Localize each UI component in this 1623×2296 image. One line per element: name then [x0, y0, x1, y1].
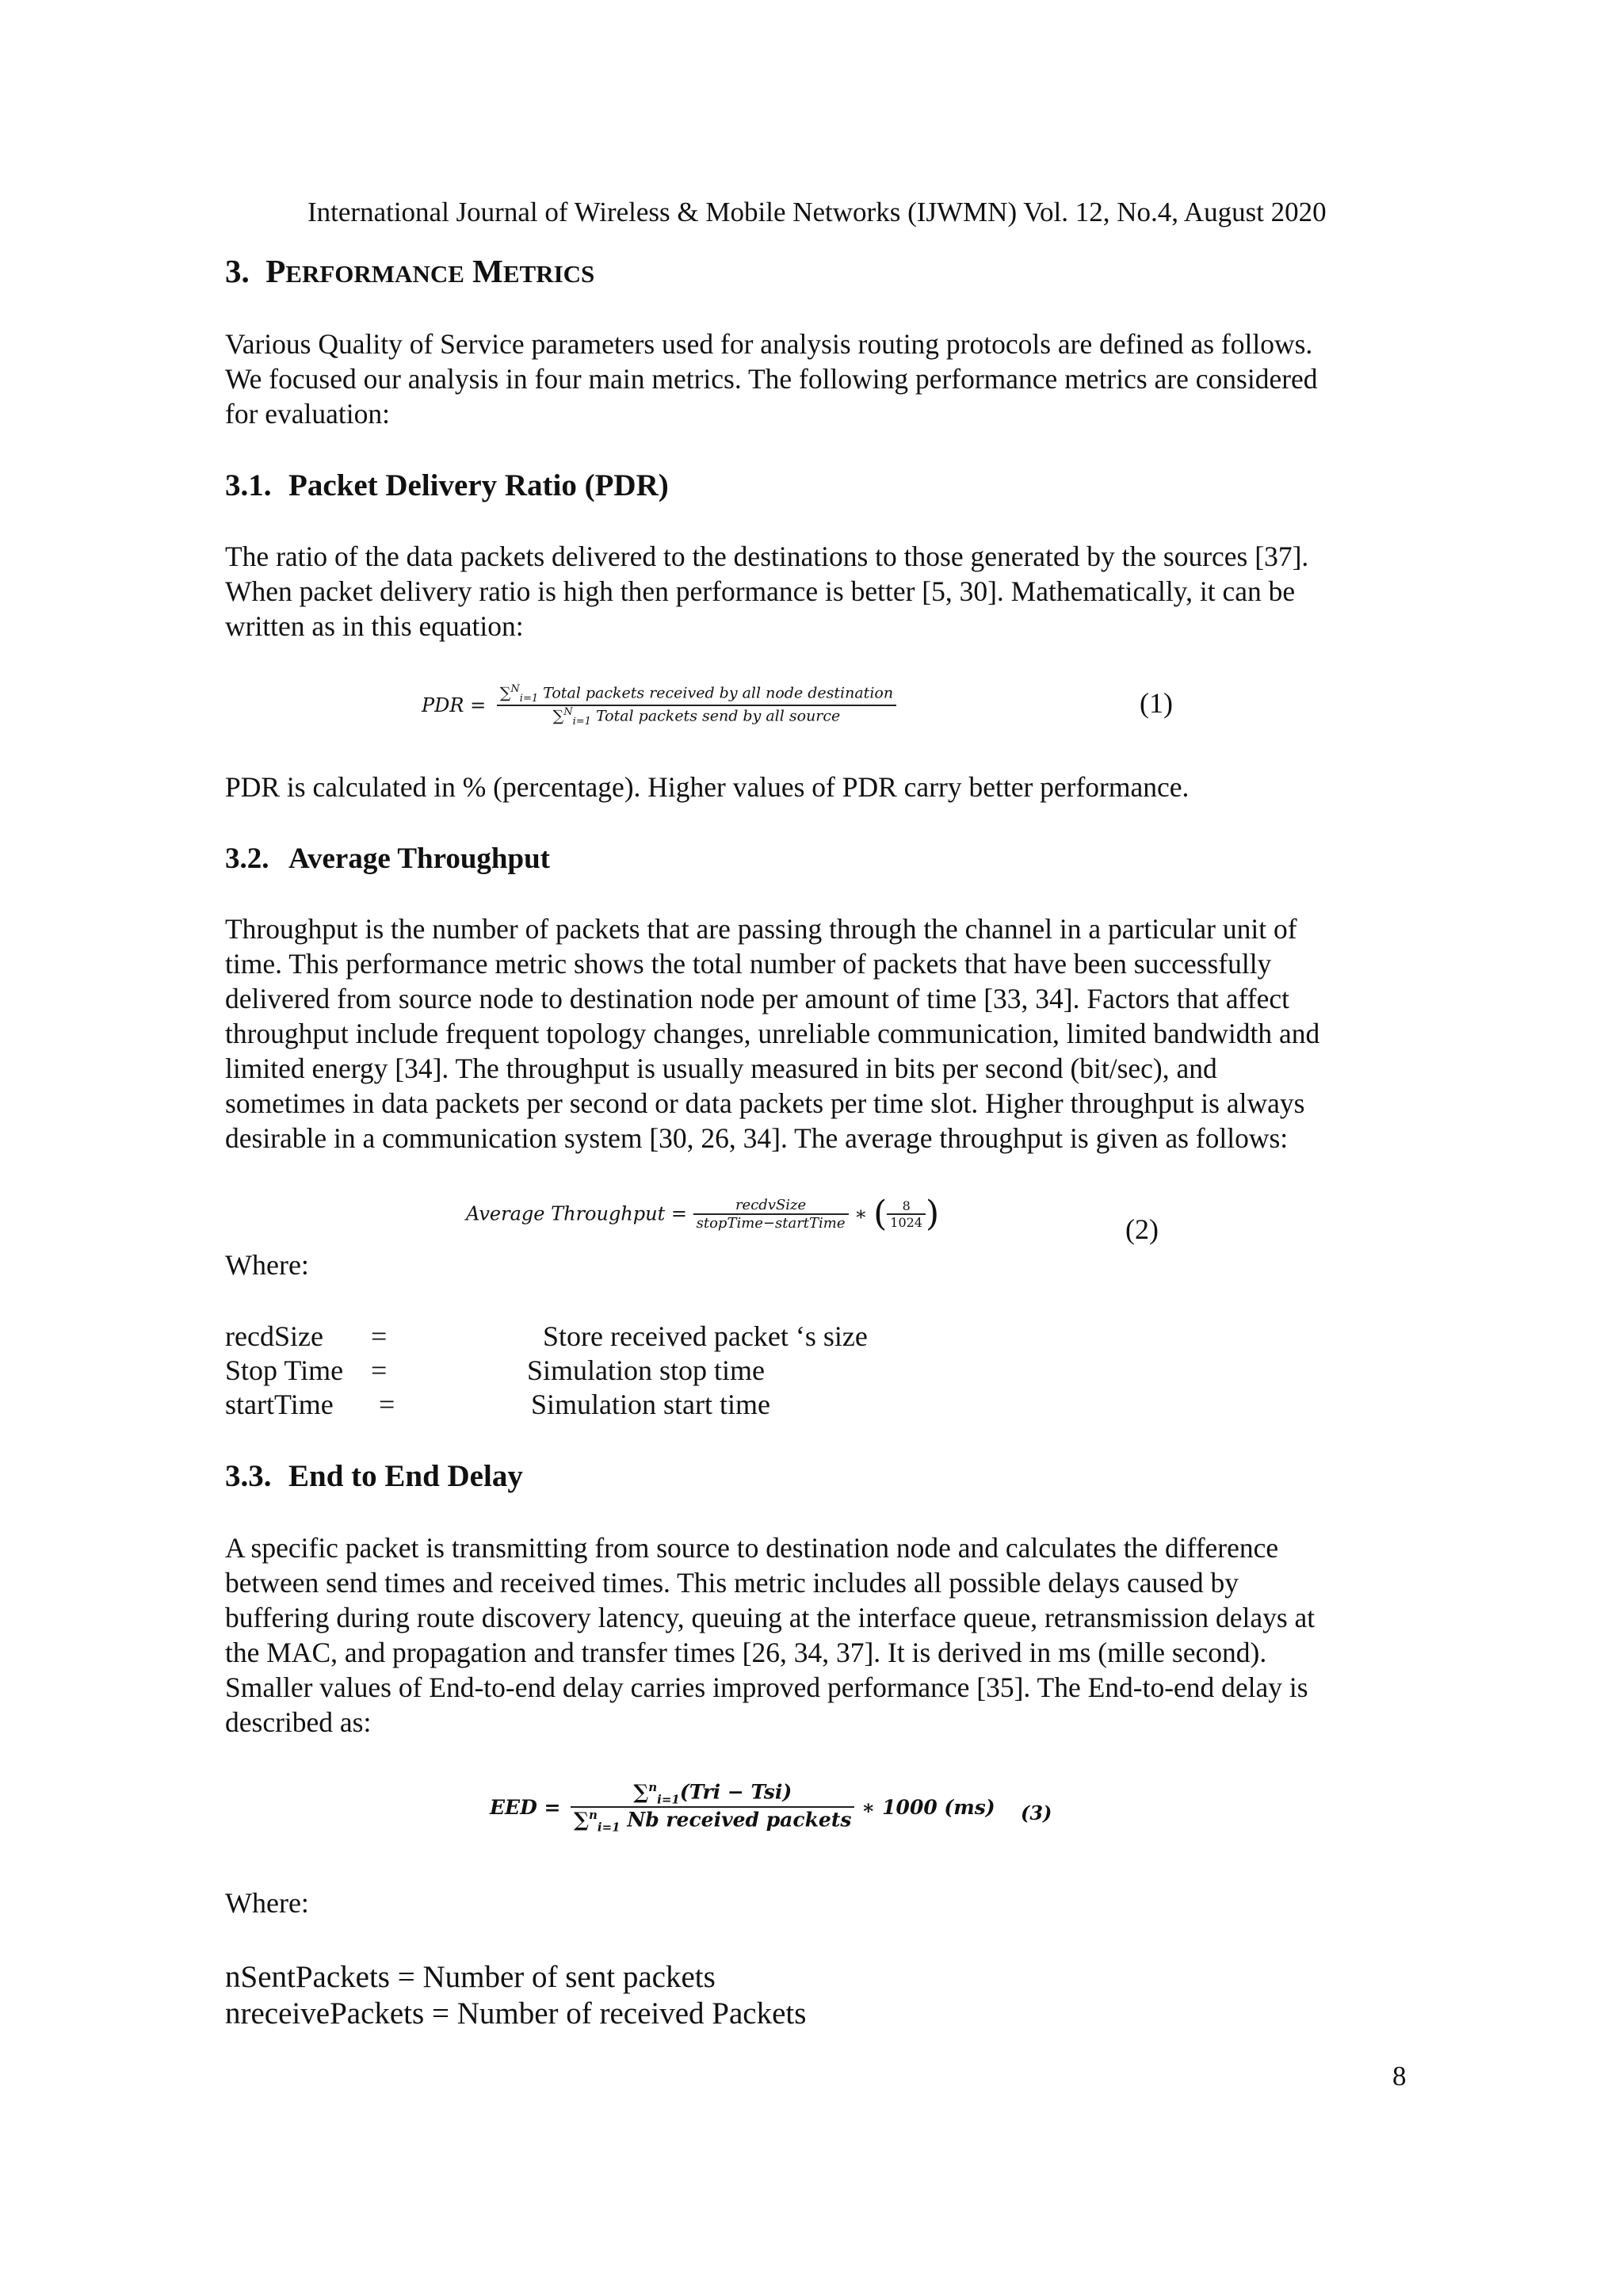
sum-symbol: ∑ — [574, 1808, 589, 1832]
subsection-heading-throughput — [225, 842, 550, 876]
eq1-numerator: Total packets received by all node destination — [543, 684, 894, 702]
subsection-title: Average Throughput — [288, 842, 550, 875]
pdr-after-line: PDR is calculated in % (percentage). Higher values of PDR carry better performance. — [225, 771, 1190, 803]
subsection-title: Packet Delivery Ratio (PDR) — [288, 468, 669, 502]
def-eq: = — [371, 1320, 388, 1352]
sum-lower: i=1 — [597, 1820, 621, 1835]
def-term: recdSize — [225, 1320, 323, 1352]
intro-line: We focused our analysis in four main metrics. The following performance metrics are considered — [225, 363, 1318, 395]
throughput-line: Throughput is the number of packets that are passing through the channel in a particular unit of — [225, 913, 1297, 945]
eq2-numerator: recdvSize — [693, 1197, 849, 1215]
def-eq: = — [379, 1389, 395, 1420]
delay-line: the MAC, and propagation and transfer times [26, 34, 37]. It is derived in ms (mille second). — [225, 1637, 1267, 1668]
section-number: 3. — [225, 253, 250, 289]
pdr-paragraph — [225, 539, 1407, 644]
delay-line: buffering during route discovery latency, queuing at the interface queue, retransmission delays at — [225, 1602, 1316, 1633]
eq2-multiply: ∗ — [854, 1202, 868, 1225]
throughput-line: desirable in a communication system [30, 26, 34]. The average throughput is given as follows: — [225, 1122, 1289, 1154]
def-eq: = — [371, 1354, 388, 1386]
def-term: startTime — [225, 1389, 334, 1420]
section-title-etrics: ETRICS — [502, 260, 595, 288]
sum-lower: i=1 — [572, 716, 591, 728]
sum-lower: i=1 — [519, 693, 539, 705]
subsection-number: 3.3. — [225, 1459, 272, 1493]
def-line: nreceivePackets = Number of received Packets — [225, 1996, 807, 2030]
sum-lower: i=1 — [657, 1792, 680, 1807]
pdr-after — [225, 770, 1407, 804]
section-heading — [225, 252, 594, 290]
intro-line: Various Quality of Service parameters used for analysis routing protocols are defined as follows. — [225, 328, 1313, 360]
equation-number-3: (3) — [1021, 1801, 1052, 1824]
delay-line: described as: — [225, 1706, 372, 1738]
section-title-p: P — [265, 253, 286, 289]
equation-eed — [490, 1780, 995, 1835]
eq2-paren-numerator: 8 — [887, 1198, 926, 1215]
eq2-lhs: Average Throughput = — [466, 1202, 687, 1225]
throughput-paragraph — [225, 911, 1407, 1156]
eq1-denominator: Total packets send by all source — [595, 707, 841, 725]
throughput-line: limited energy [34]. The throughput is usually measured in bits per second (bit/sec), and — [225, 1052, 1217, 1084]
eq3-numerator: (Tri − Tsi) — [679, 1780, 792, 1804]
intro-paragraph — [225, 327, 1407, 431]
pdr-line: The ratio of the data packets delivered to the destinations to those generated by the sources [37]. — [225, 541, 1309, 572]
equation-pdr — [422, 683, 896, 728]
sum-symbol: ∑ — [552, 707, 564, 725]
throughput-line: delivered from source node to destination node per amount of time [33, 34]. Factors that affect — [225, 983, 1290, 1014]
throughput-line: throughput include frequent topology changes, unreliable communication, limited bandwidth and — [225, 1018, 1320, 1049]
eq3-rhs: ∗ 1000 (ms) — [861, 1795, 995, 1819]
eq2-paren-denominator: 1024 — [890, 1214, 923, 1230]
equation-number-2: (2) — [1125, 1213, 1159, 1245]
subsection-heading-delay — [225, 1458, 523, 1494]
delay-line: A specific packet is transmitting from source to destination node and calculates the difference — [225, 1532, 1279, 1564]
eq1-lhs: PDR = — [422, 694, 487, 717]
def-desc: Simulation start time — [531, 1389, 770, 1420]
throughput-line: time. This performance metric shows the total number of packets that have been successfully — [225, 948, 1272, 980]
pdr-line: When packet delivery ratio is high then performance is better [5, 30]. Mathematically, it can be — [225, 575, 1296, 607]
running-header: International Journal of Wireless & Mobile Networks (IJWMN) Vol. 12, No.4, August 2020 — [307, 197, 1327, 227]
section-title-m: M — [472, 253, 503, 289]
sum-upper: n — [648, 1780, 658, 1794]
sum-symbol: ∑ — [499, 684, 511, 702]
page-number: 8 — [1392, 2061, 1407, 2092]
eq2-denominator: stopTime−startTime — [696, 1214, 846, 1232]
sum-upper: n — [589, 1808, 598, 1823]
delay-paragraph — [225, 1530, 1407, 1740]
intro-line: for evaluation: — [225, 398, 390, 430]
eq3-denominator: Nb received packets — [627, 1808, 852, 1832]
def-term: Stop Time — [225, 1354, 344, 1386]
where-label: Where: — [225, 1887, 309, 1919]
def-line: nSentPackets = Number of sent packets — [225, 1960, 716, 1994]
equation-throughput: Average Throughput = $\frac{\text{recdvSize}}{\text{stopTime−startTime}}$ ∗ ( $\frac{8}{1024}$ ) — [466, 1194, 940, 1234]
delay-line: Smaller values of End-to-end delay carries improved performance [35]. The End-to-end delay is — [225, 1671, 1308, 1703]
subsection-title: End to End Delay — [288, 1459, 523, 1493]
throughput-line: sometimes in data packets per second or data packets per time slot. Higher throughput is always — [225, 1087, 1305, 1119]
where-label: Where: — [225, 1249, 309, 1281]
sum-symbol: ∑ — [633, 1780, 649, 1804]
pdr-line: written as in this equation: — [225, 610, 524, 642]
eq3-lhs: EED = — [490, 1795, 561, 1819]
subsection-heading-pdr — [225, 468, 669, 503]
subsection-number: 3.2. — [225, 842, 269, 875]
delay-line: between send times and received times. This metric includes all possible delays caused by — [225, 1567, 1239, 1599]
section-title-erformance: ERFORMANCE — [285, 260, 464, 288]
equation-number-1: (1) — [1140, 687, 1173, 719]
sum-upper: N — [510, 683, 520, 695]
subsection-number: 3.1. — [225, 468, 272, 502]
def-desc: Store received packet ‘s size — [543, 1320, 868, 1352]
sum-upper: N — [563, 706, 573, 719]
def-desc: Simulation stop time — [527, 1354, 766, 1386]
